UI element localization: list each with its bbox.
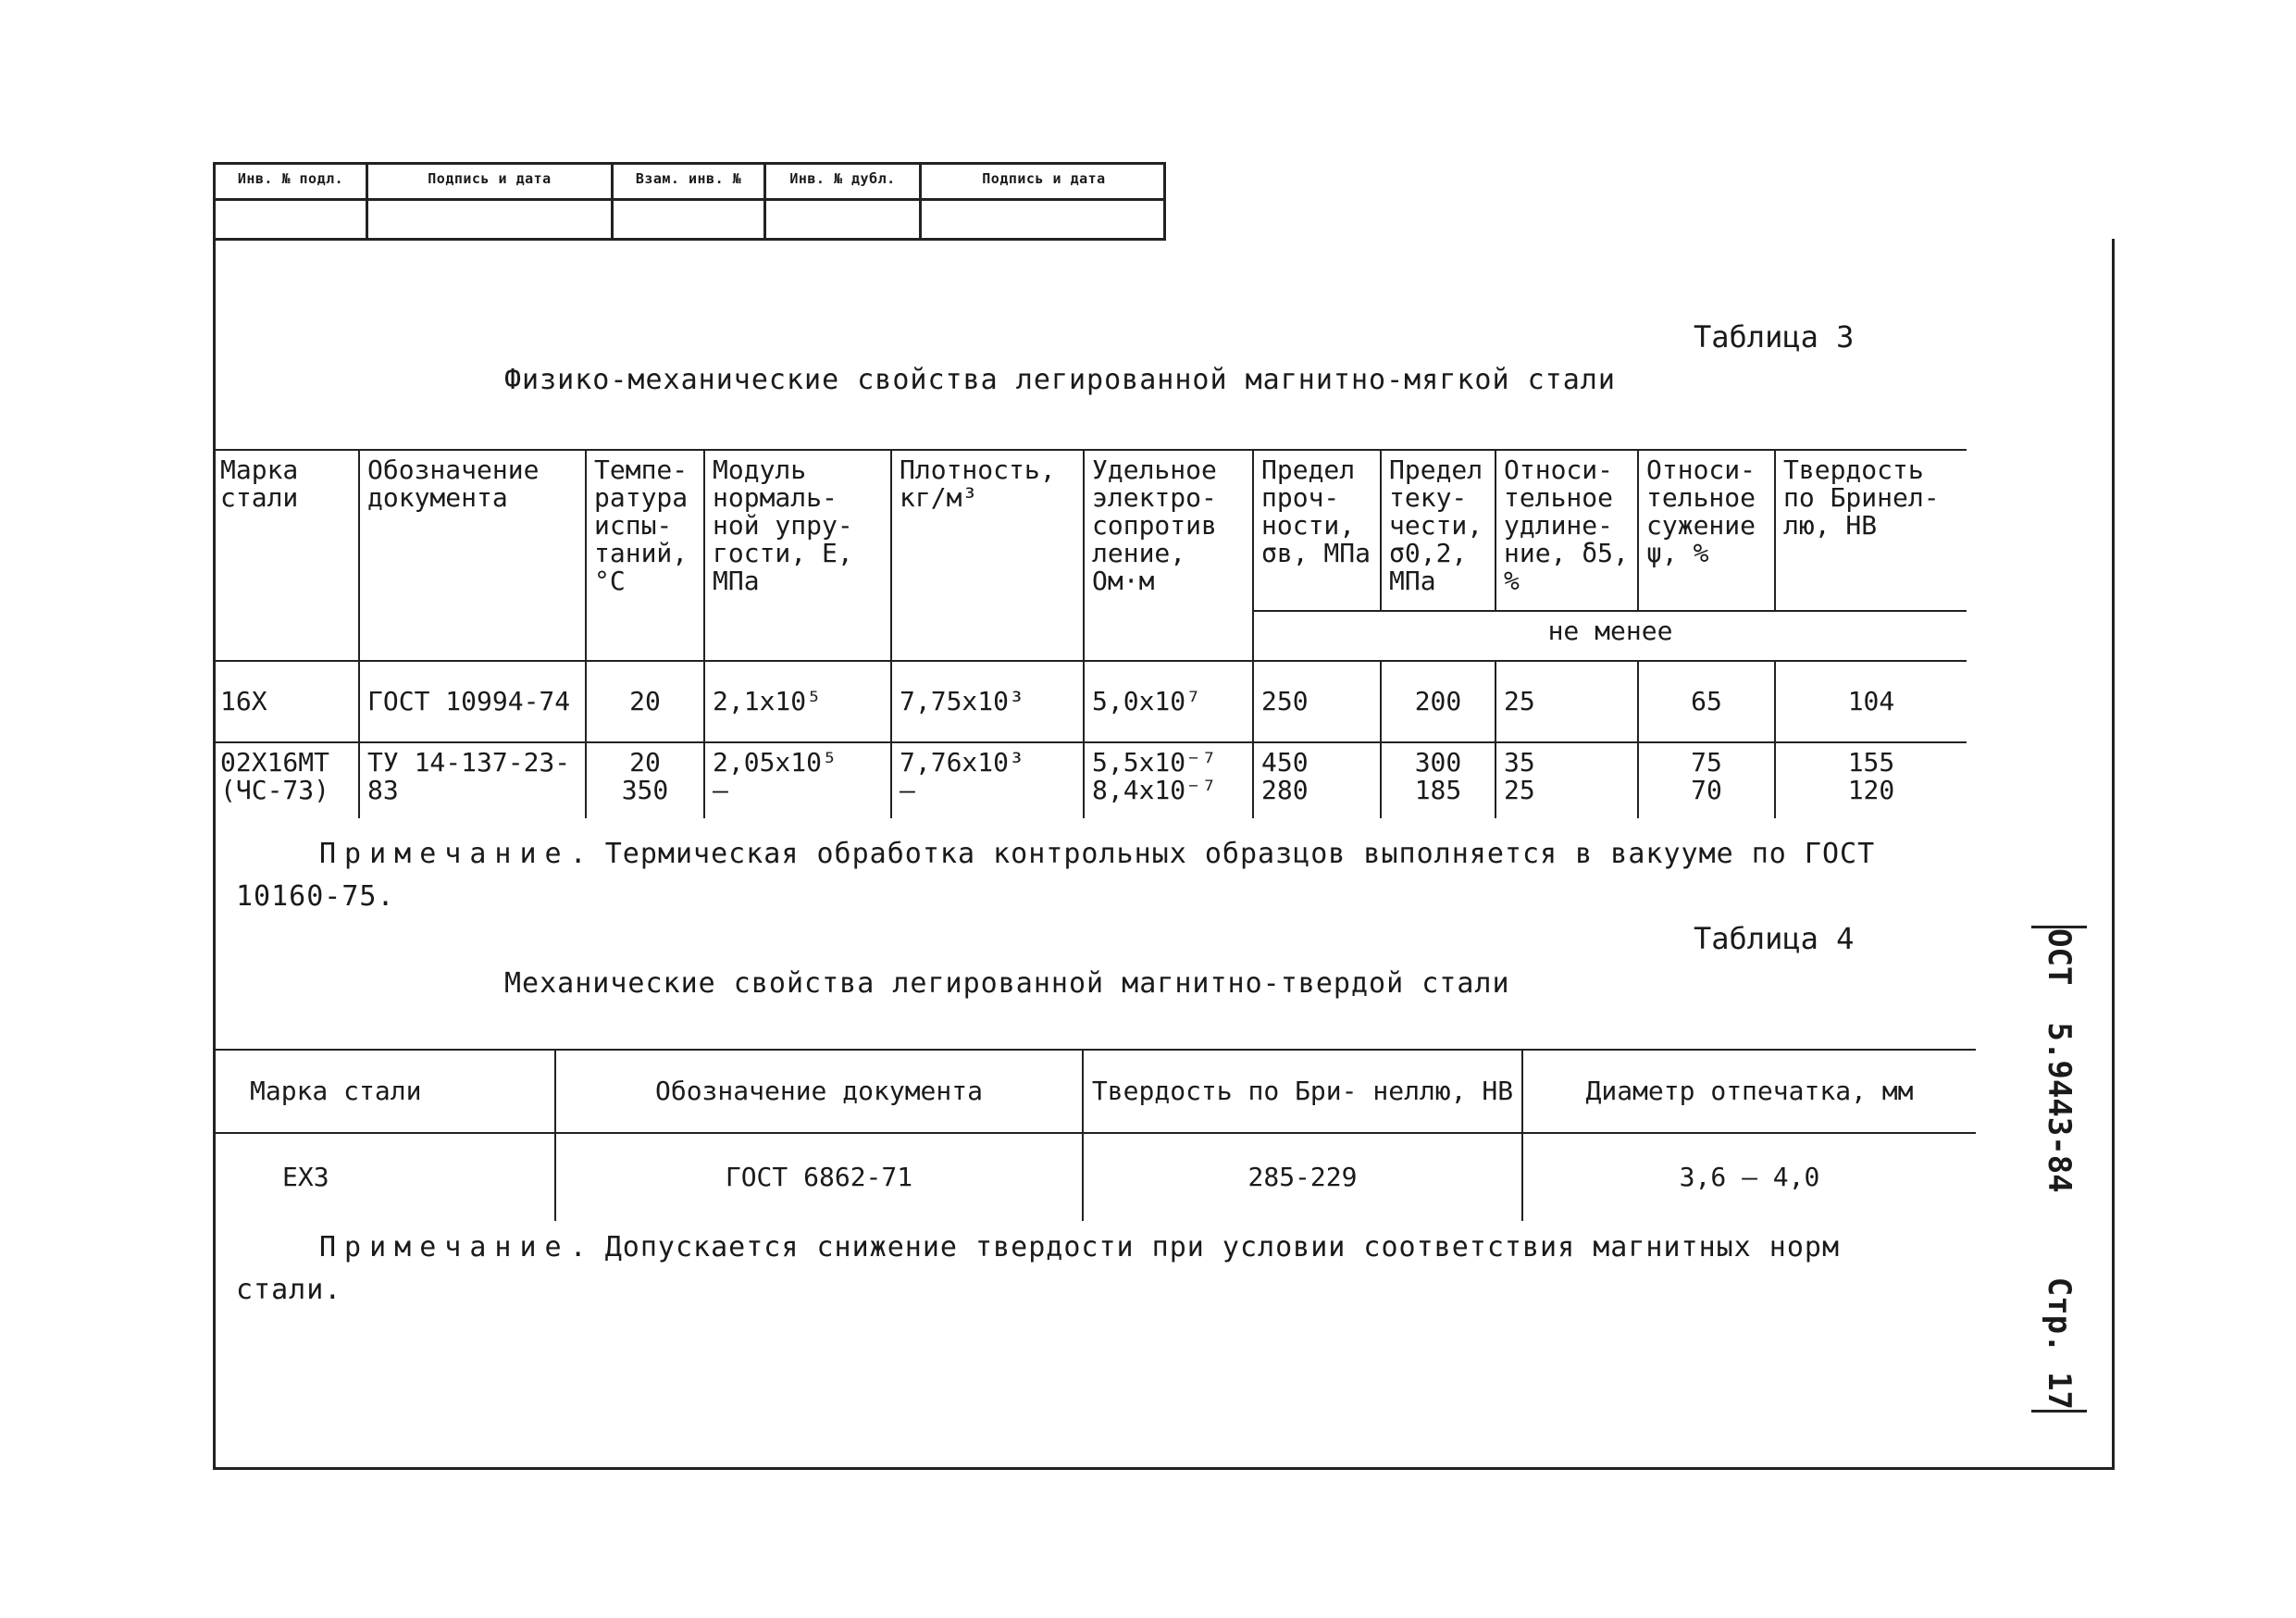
table4-note <box>236 1226 1893 1312</box>
stamp-cell-4 <box>766 165 922 238</box>
cell-document: ГОСТ 6862-71 <box>555 1133 1083 1221</box>
stamp-label: Подпись и дата <box>428 170 552 187</box>
cell-diameter: 3,6 – 4,0 <box>1522 1133 1976 1221</box>
header-document: Обозначение документа <box>359 450 586 661</box>
side-stamp-page: Стр. 17 <box>2041 1276 2078 1410</box>
table4-header-row <box>213 1050 1976 1133</box>
header-hardness: Твердость по Бри- неллю, НВ <box>1083 1050 1522 1133</box>
cell-elongation: 25 <box>1496 661 1638 742</box>
cell-density: 7,76х10³ – <box>891 742 1084 818</box>
header-min-note: не менее <box>1253 611 1967 661</box>
side-stamp-text <box>2031 928 2087 1410</box>
cell-temperature: 20 <box>586 661 704 742</box>
cell-temperature: 20 350 <box>586 742 704 818</box>
cell-yield: 300 185 <box>1381 742 1496 818</box>
cell-resistivity: 5,5х10⁻⁷ 8,4х10⁻⁷ <box>1084 742 1253 818</box>
table-row <box>213 1133 1976 1221</box>
cell-modulus: 2,1х10⁵ <box>704 661 891 742</box>
header-density: Плотность, кг/м³ <box>891 450 1084 661</box>
side-stamp-number: 5.9443-84 <box>2041 1022 2078 1193</box>
stamp-cell-2 <box>368 165 614 238</box>
stamp-label: Инв. № подл. <box>237 170 344 187</box>
table3-note <box>236 833 1893 918</box>
table4-label: Таблица 4 <box>1694 921 1855 956</box>
stamp-label: Подпись и дата <box>982 170 1106 187</box>
table-row <box>213 742 1967 818</box>
cell-reduction: 65 <box>1638 661 1775 742</box>
stamp-label: Инв. № дубл. <box>789 170 896 187</box>
side-stamp-code: ОСТ <box>2041 928 2078 986</box>
table-row <box>213 661 1967 742</box>
header-modulus: Модуль нормаль- ной упру- гости, Е, МПа <box>704 450 891 661</box>
header-temperature: Темпе- ратура испы- таний, °С <box>586 450 704 661</box>
cell-grade: 16Х <box>213 661 359 742</box>
cell-yield: 200 <box>1381 661 1496 742</box>
header-yield: Предел теку- чести, σ0,2, МПа <box>1381 450 1496 611</box>
table3-header-row <box>213 450 1967 611</box>
side-stamp <box>2031 926 2087 1413</box>
stamp-cell-1 <box>216 165 368 238</box>
header-diameter: Диаметр отпечатка, мм <box>1522 1050 1976 1133</box>
cell-elongation: 35 25 <box>1496 742 1638 818</box>
cell-hardness: 285-229 <box>1083 1133 1522 1221</box>
cell-reduction: 75 70 <box>1638 742 1775 818</box>
header-elongation: Относи- тельное удлине- ние, δ5, % <box>1496 450 1638 611</box>
note-text: . Допускается снижение твердости при условии соответствия магнитных норм стали. <box>236 1231 1841 1306</box>
cell-strength: 450 280 <box>1253 742 1381 818</box>
header-grade: Марка стали <box>213 1050 555 1133</box>
note-label: Примечание <box>319 1231 570 1263</box>
header-grade: Марка стали <box>213 450 359 661</box>
table4 <box>213 1049 1976 1221</box>
header-document: Обозначение документа <box>555 1050 1083 1133</box>
table4-caption: Механические свойства легированной магнитно-твердой стали <box>504 967 1510 1000</box>
cell-strength: 250 <box>1253 661 1381 742</box>
note-text: . Термическая обработка контрольных образцов выполняется в вакууме по ГОСТ 10160-75. <box>236 838 1876 913</box>
table3-caption: Физико-механические свойства легированной магнитно-мягкой стали <box>504 364 1616 396</box>
cell-modulus: 2,05х10⁵ – <box>704 742 891 818</box>
cell-document: ГОСТ 10994-74 <box>359 661 586 742</box>
cell-hardness: 155 120 <box>1775 742 1967 818</box>
stamp-label: Взам. инв. № <box>635 170 742 187</box>
header-resistivity: Удельное электро- сопротив ление, Ом·м <box>1084 450 1253 661</box>
header-strength: Предел проч- ности, σв, МПа <box>1253 450 1381 611</box>
cell-hardness: 104 <box>1775 661 1967 742</box>
stamp-cell-5 <box>922 165 1166 238</box>
table3 <box>213 449 1967 818</box>
cell-grade: ЕХ3 <box>213 1133 555 1221</box>
header-hardness: Твердость по Бринел- лю, НВ <box>1775 450 1967 611</box>
header-stamp <box>213 162 1166 241</box>
cell-resistivity: 5,0х10⁷ <box>1084 661 1253 742</box>
cell-grade: 02Х16МТ (ЧС-73) <box>213 742 359 818</box>
stamp-cell-3 <box>614 165 766 238</box>
header-reduction: Относи- тельное сужение ψ, % <box>1638 450 1775 611</box>
cell-density: 7,75х10³ <box>891 661 1084 742</box>
table3-label: Таблица 3 <box>1694 319 1855 355</box>
cell-document: ТУ 14-137-23-83 <box>359 742 586 818</box>
note-label: Примечание <box>319 838 570 870</box>
